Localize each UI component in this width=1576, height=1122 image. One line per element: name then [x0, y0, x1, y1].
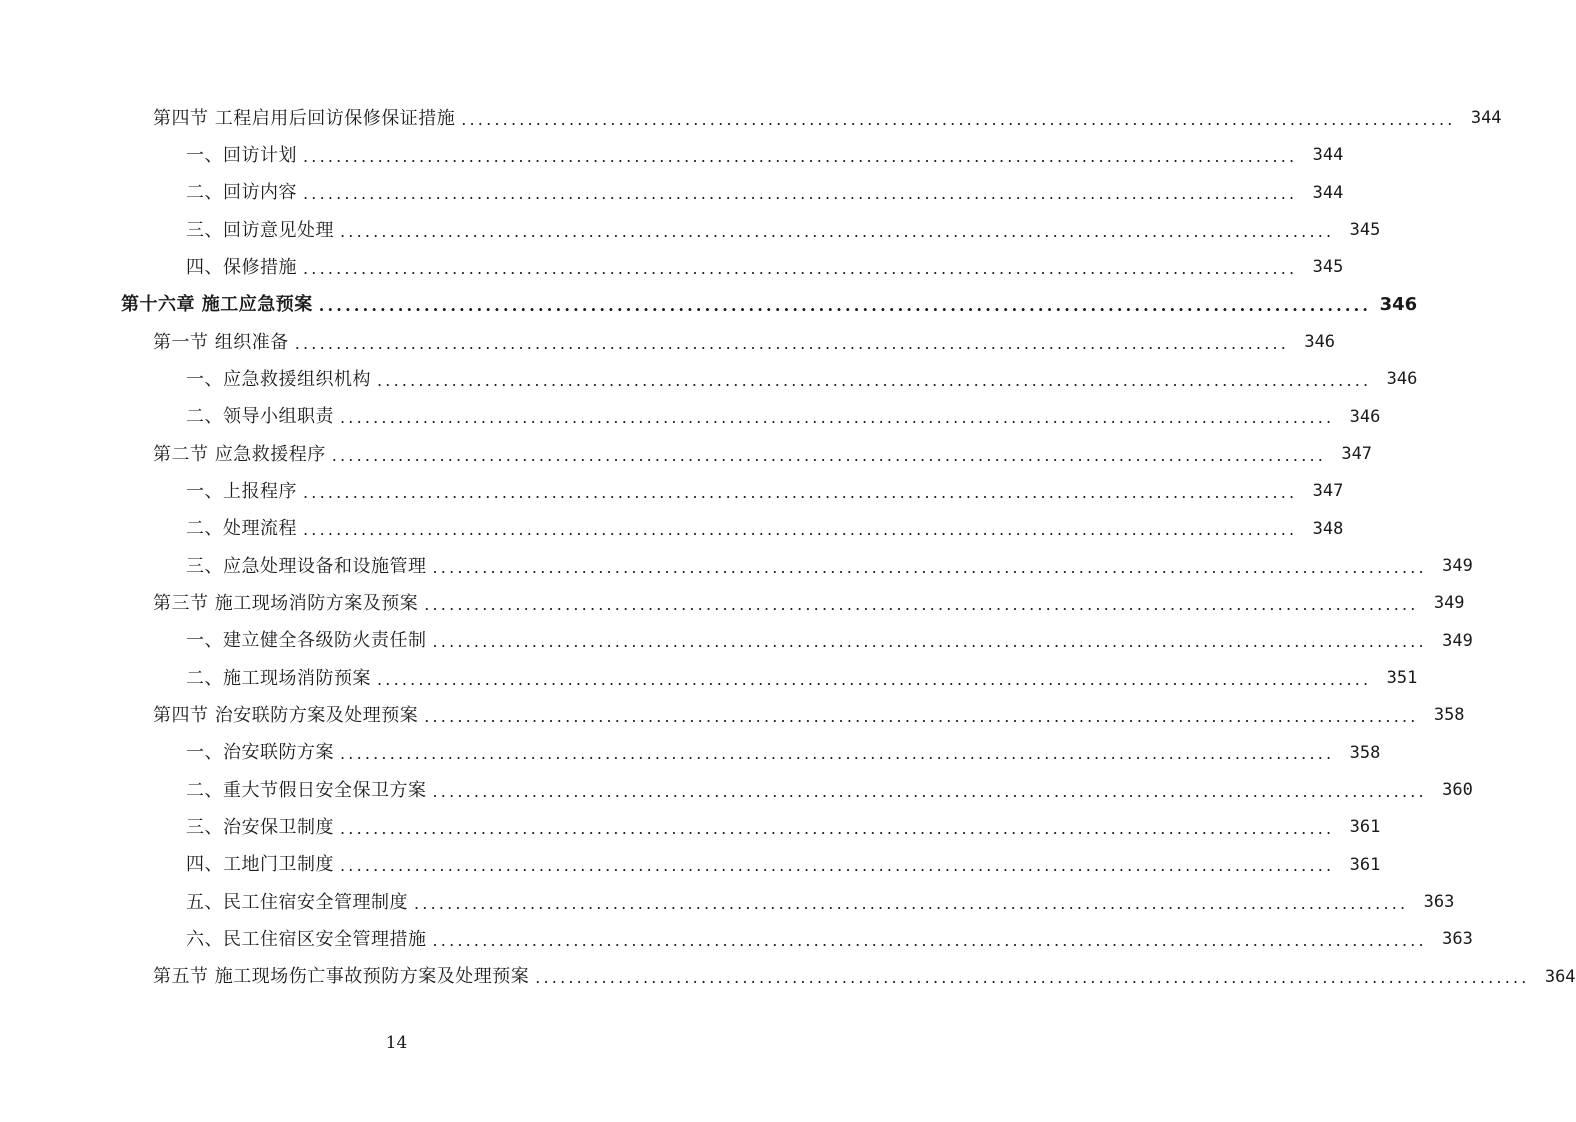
dot-leader: ........................................................................................................................: [377, 669, 1372, 689]
dot-leader: ........................................................................................................................: [318, 296, 1372, 316]
toc-entry-page-number: 346: [1349, 406, 1381, 427]
dot-leader: ........................................................................................................................: [535, 968, 1530, 988]
toc-entry-page-number: 349: [1442, 630, 1473, 651]
dot-leader: ........................................................................................................................: [424, 706, 1419, 726]
toc-entry-title: 第一节 组织准备: [153, 331, 289, 353]
toc-entry-item[interactable]: [0, 175, 1344, 212]
page-number: 14: [385, 1033, 408, 1053]
toc-entry-chapter[interactable]: [0, 287, 1418, 324]
toc-entry-page-number: 344: [1312, 182, 1344, 203]
toc-entry-page-number: 347: [1341, 444, 1373, 465]
dot-leader: ........................................................................................................................: [331, 445, 1327, 465]
toc-entry-title: 四、保修措施: [186, 256, 297, 278]
toc-entry-line: [186, 742, 1381, 764]
toc-entry-title: 二、处理流程: [186, 518, 297, 540]
toc-entry-title: 一、上报程序: [186, 480, 297, 502]
toc-entry-item[interactable]: [0, 623, 1473, 660]
toc-entry-line: [186, 182, 1344, 204]
toc-entry-section[interactable]: [0, 959, 1576, 996]
toc-entry-title: 第三节 施工现场消防方案及预案: [153, 592, 419, 614]
toc-entry-page-number: 348: [1312, 518, 1344, 539]
dot-leader: ........................................................................................................................: [424, 594, 1419, 614]
toc-entry-title: 第二节 应急救援程序: [153, 443, 326, 465]
toc-entry-page-number: 358: [1349, 742, 1381, 763]
dot-leader: ........................................................................................................................: [377, 370, 1372, 390]
toc-entry-item[interactable]: [0, 473, 1344, 510]
toc-entry-line: [121, 294, 1418, 316]
toc-entry-title: 第五节 施工现场伤亡事故预防方案及处理预案: [153, 966, 530, 988]
toc-entry-line: [186, 256, 1344, 278]
toc-entry-section[interactable]: [0, 436, 1373, 473]
toc-entry-line: [153, 443, 1373, 465]
toc-entry-page-number: 346: [1304, 332, 1336, 353]
toc-entry-title: 一、应急救援组织机构: [186, 368, 371, 390]
toc-entry-title: 一、治安联防方案: [186, 742, 334, 764]
toc-entry-title: 一、建立健全各级防火责任制: [186, 630, 427, 652]
table-of-contents: [0, 100, 1576, 996]
toc-entry-title: 六、民工住宿区安全管理措施: [186, 928, 427, 950]
dot-leader: ........................................................................................................................: [303, 184, 1298, 204]
toc-entry-page-number: 344: [1470, 108, 1502, 129]
toc-entry-title: 三、应急处理设备和设施管理: [186, 555, 427, 577]
toc-entry-page-number: 361: [1349, 817, 1381, 838]
toc-entry-line: [186, 555, 1473, 577]
toc-entry-line: [186, 779, 1473, 801]
toc-entry-item[interactable]: [0, 735, 1381, 772]
toc-entry-title: 二、回访内容: [186, 182, 297, 204]
toc-entry-title: 第四节 治安联防方案及处理预案: [153, 704, 419, 726]
toc-entry-page-number: 346: [1379, 294, 1418, 316]
dot-leader: ........................................................................................................................: [432, 781, 1427, 801]
toc-entry-line: [186, 891, 1455, 913]
toc-entry-section[interactable]: [0, 100, 1502, 137]
toc-entry-page-number: 347: [1312, 481, 1344, 502]
toc-entry-line: [186, 480, 1344, 502]
toc-entry-page-number: 360: [1442, 780, 1473, 801]
toc-entry-title: 第十六章 施工应急预案: [121, 294, 313, 316]
dot-leader: ........................................................................................................................: [432, 557, 1427, 577]
dot-leader: ........................................................................................................................: [294, 333, 1290, 353]
dot-leader: ........................................................................................................................: [303, 146, 1298, 166]
toc-entry-item[interactable]: [0, 212, 1381, 249]
toc-entry-item[interactable]: [0, 921, 1473, 958]
toc-entry-item[interactable]: [0, 772, 1473, 809]
toc-entry-line: [153, 966, 1576, 988]
dot-leader: ........................................................................................................................: [303, 258, 1298, 278]
dot-leader: ........................................................................................................................: [340, 856, 1335, 876]
dot-leader: ........................................................................................................................: [340, 408, 1335, 428]
toc-entry-page-number: 349: [1433, 593, 1465, 614]
toc-entry-page-number: 363: [1442, 929, 1473, 950]
toc-entry-title: 三、治安保卫制度: [186, 816, 334, 838]
toc-entry-page-number: 346: [1386, 369, 1418, 390]
toc-entry-page-number: 363: [1423, 892, 1455, 913]
toc-entry-line: [186, 219, 1381, 241]
dot-leader: ........................................................................................................................: [414, 893, 1409, 913]
toc-entry-item[interactable]: [0, 361, 1418, 398]
dot-leader: ........................................................................................................................: [432, 930, 1427, 950]
toc-entry-title: 五、民工住宿安全管理制度: [186, 891, 408, 913]
toc-entry-page-number: 345: [1349, 220, 1381, 241]
toc-entry-title: 三、回访意见处理: [186, 219, 334, 241]
toc-entry-line: [186, 144, 1344, 166]
toc-entry-line: [186, 630, 1473, 652]
toc-entry-page-number: 344: [1312, 145, 1344, 166]
toc-entry-line: [153, 592, 1465, 614]
toc-entry-item[interactable]: [0, 809, 1381, 846]
toc-entry-title: 第四节 工程启用后回访保修保证措施: [153, 107, 456, 129]
toc-entry-title: 二、领导小组职责: [186, 406, 334, 428]
toc-entry-line: [186, 667, 1418, 689]
toc-entry-item[interactable]: [0, 249, 1344, 286]
toc-entry-page-number: 351: [1386, 668, 1418, 689]
toc-entry-item[interactable]: [0, 660, 1418, 697]
toc-entry-section[interactable]: [0, 324, 1336, 361]
dot-leader: ........................................................................................................................: [432, 632, 1427, 652]
toc-entry-line: [186, 368, 1418, 390]
toc-entry-page-number: 364: [1544, 966, 1576, 987]
dot-leader: ........................................................................................................................: [461, 109, 1456, 129]
dot-leader: ........................................................................................................................: [340, 818, 1335, 838]
toc-entry-line: [186, 518, 1344, 540]
toc-entry-item[interactable]: [0, 847, 1381, 884]
toc-entry-item[interactable]: [0, 511, 1344, 548]
toc-entry-item[interactable]: [0, 137, 1344, 174]
dot-leader: ........................................................................................................................: [303, 482, 1298, 502]
toc-entry-section[interactable]: [0, 585, 1465, 622]
toc-entry-title: 二、施工现场消防预案: [186, 667, 371, 689]
toc-entry-page-number: 345: [1312, 257, 1344, 278]
dot-leader: ........................................................................................................................: [340, 744, 1335, 764]
toc-entry-page-number: 349: [1442, 556, 1473, 577]
toc-entry-title: 四、工地门卫制度: [186, 854, 334, 876]
toc-entry-page-number: 358: [1433, 705, 1465, 726]
toc-entry-line: [153, 107, 1502, 129]
toc-entry-line: [186, 928, 1473, 950]
toc-entry-line: [153, 704, 1465, 726]
toc-entry-title: 一、回访计划: [186, 144, 297, 166]
toc-entry-line: [186, 406, 1381, 428]
toc-entry-line: [153, 331, 1336, 353]
dot-leader: ........................................................................................................................: [340, 221, 1335, 241]
toc-entry-item[interactable]: [0, 884, 1455, 921]
toc-entry-section[interactable]: [0, 697, 1465, 734]
toc-entry-line: [186, 854, 1381, 876]
toc-entry-line: [186, 816, 1381, 838]
toc-entry-page-number: 361: [1349, 854, 1381, 875]
toc-entry-item[interactable]: [0, 399, 1381, 436]
toc-entry-item[interactable]: [0, 548, 1473, 585]
toc-entry-title: 二、重大节假日安全保卫方案: [186, 779, 427, 801]
dot-leader: ........................................................................................................................: [303, 520, 1298, 540]
